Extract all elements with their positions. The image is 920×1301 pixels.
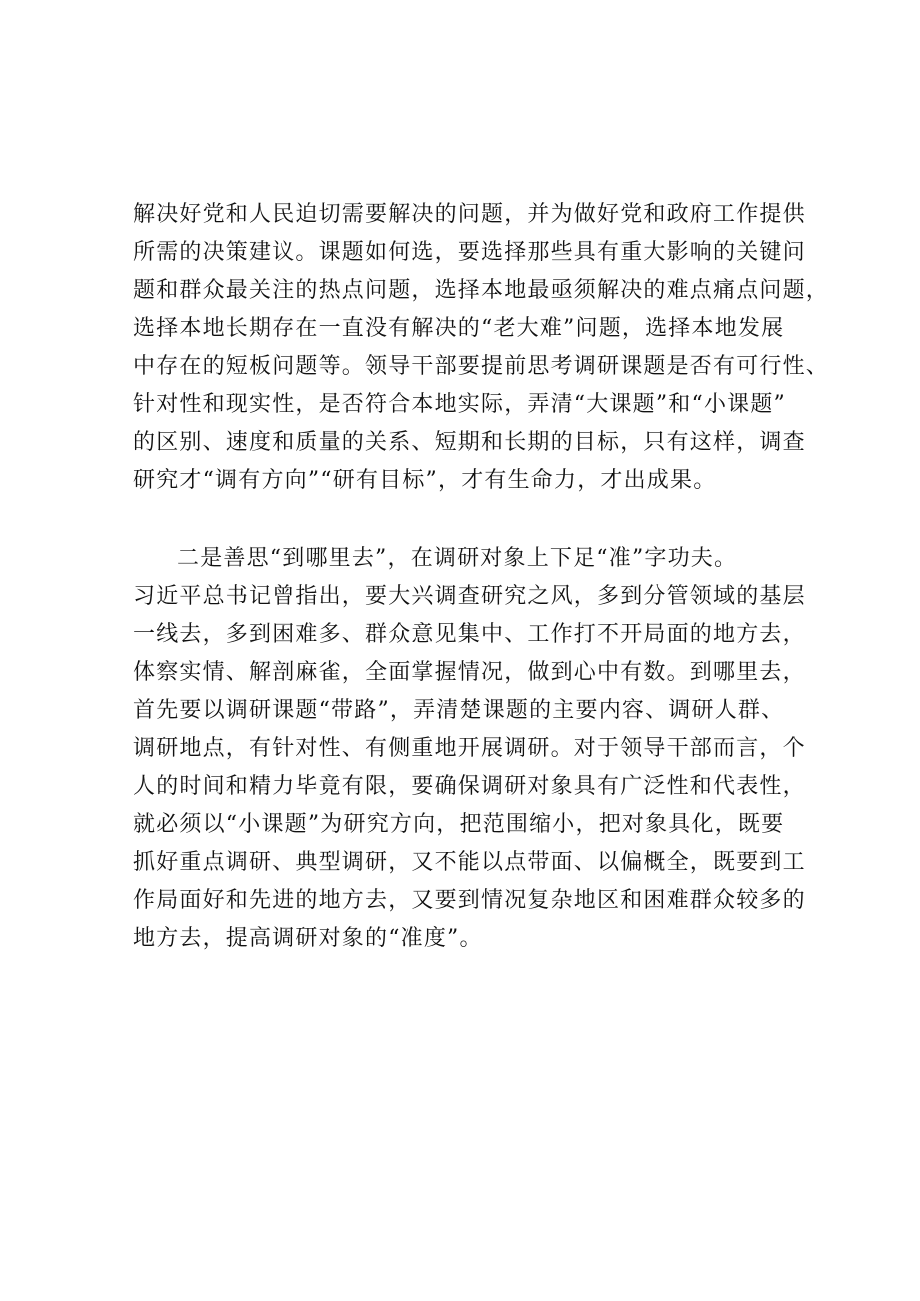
paragraph-2-heading-line: 二是善思“到哪里去”，在调研对象上下足“准”字功夫。 — [177, 546, 738, 571]
paragraph-2-line: 就必须以“小课题”为研究方向，把范围缩小，把对象具化，既要 — [133, 812, 785, 837]
paragraph-2-line: 地方去，提高调研对象的“准度”。 — [133, 926, 483, 951]
paragraph-2-line: 一线去，多到困难多、群众意见集中、工作打不开局面的地方去， — [133, 622, 806, 647]
paragraph-2 — [133, 540, 806, 958]
paragraph-1-line: 中存在的短板问题等。领导干部要提前思考调研课题是否有可行性、 — [133, 354, 830, 379]
paragraph-1-line: 的区别、速度和质量的关系、短期和长期的目标，只有这样，调查 — [133, 430, 806, 455]
paragraph-2-line: 首先要以调研课题“带路”，弄清楚课题的主要内容、调研人群、 — [133, 698, 785, 723]
paragraph-2-line: 抓好重点调研、典型调研，又不能以点带面、以偏概全，既要到工 — [133, 850, 806, 875]
paragraph-2-line: 体察实情、解剖麻雀，全面掌握情况，做到心中有数。到哪里去， — [133, 660, 806, 685]
paragraph-2-line: 作局面好和先进的地方去，又要到情况复杂地区和困难群众较多的 — [133, 888, 806, 913]
paragraph-1-line: 题和群众最关注的热点问题，选择本地最亟须解决的难点痛点问题， — [133, 278, 830, 303]
paragraph-2-line: 人的时间和精力毕竟有限，要确保调研对象具有广泛性和代表性， — [133, 774, 806, 799]
paragraph-2-line: 调研地点，有针对性、有侧重地开展调研。对于领导干部而言，个 — [133, 736, 806, 761]
paragraph-2-line: 习近平总书记曾指出，要大兴调查研究之风，多到分管领域的基层 — [133, 584, 806, 609]
paragraph-1 — [133, 196, 830, 500]
paragraph-1-line: 针对性和现实性，是否符合本地实际，弄清“大课题”和“小课题” — [133, 392, 786, 417]
paragraph-1-line: 解决好党和人民迫切需要解决的问题，并为做好党和政府工作提供 — [133, 202, 806, 227]
paragraph-1-line: 所需的决策建议。课题如何选，要选择那些具有重大影响的关键问 — [133, 240, 806, 265]
paragraph-1-line: 研究才“调有方向”“研有目标”，才有生命力，才出成果。 — [133, 468, 717, 493]
paragraph-1-line: 选择本地长期存在一直没有解决的“老大难”问题，选择本地发展 — [133, 316, 785, 341]
